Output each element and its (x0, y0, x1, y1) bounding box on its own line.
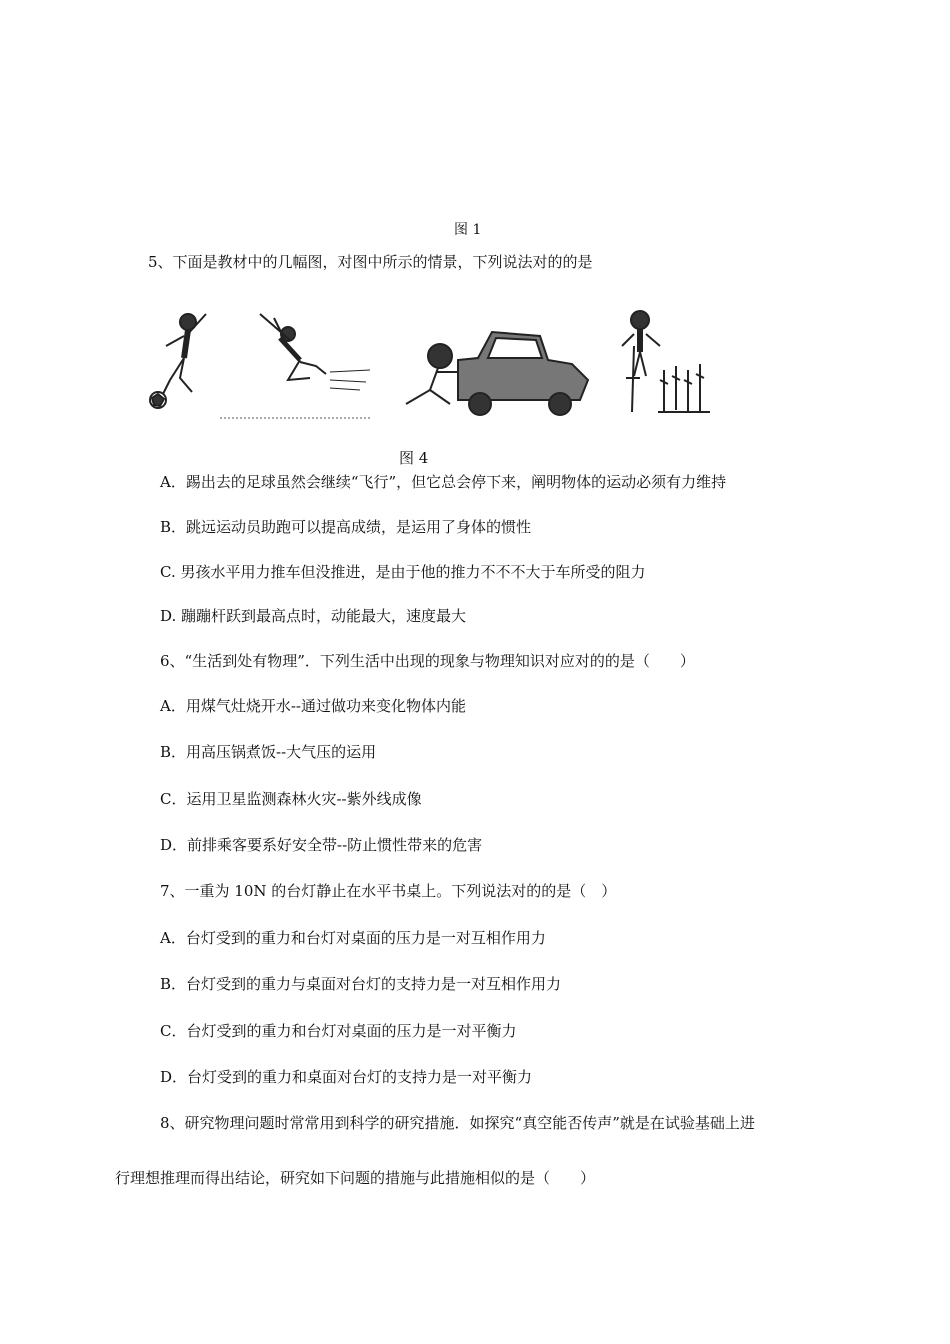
question-8-stem-line-1: 8、研究物理问题时常常用到科学的研究措施．如探究“真空能否传声”就是在试验基础上进 (160, 1114, 755, 1132)
figure-4-illustrations (140, 300, 740, 430)
pogo-stick-boy-drawing (622, 311, 710, 412)
question-7-option-d: D．台灯受到的重力和桌面对台灯的支持力是一对平衡力 (160, 1068, 533, 1086)
question-5-option-d: D. 蹦蹦杆跃到最高点时，动能最大，速度最大 (160, 607, 467, 625)
long-jumper-drawing (220, 314, 370, 418)
question-5-option-b: B．跳远运动员助跑可以提高成绩，是运用了身体的惯性 (160, 518, 532, 536)
question-7-option-a: A．台灯受到的重力和台灯对桌面的压力是一对互相作用力 (160, 929, 546, 947)
figure-4-caption: 图 4 (399, 449, 429, 467)
question-6-stem: 6、“生活到处有物理”．下列生活中出现的现象与物理知识对应对的的是（ ） (160, 652, 695, 670)
question-5-stem: 5、下面是教材中的几幅图，对图中所示的情景，下列说法对的的是 (148, 253, 593, 271)
soccer-player-drawing (150, 314, 206, 408)
question-6-option-a: A．用煤气灶烧开水--通过做功来变化物体内能 (160, 697, 466, 715)
question-5-option-a: A．踢出去的足球虽然会继续“飞行”，但它总会停下来，阐明物体的运动必须有力维持 (160, 473, 727, 491)
question-7-stem: 7、一重为 10N 的台灯静止在水平书桌上。下列说法对的的是（ ） (160, 882, 617, 900)
question-6-option-c: C．运用卫星监测森林火灾--紫外线成像 (160, 790, 422, 808)
question-6-option-b: B．用高压锅煮饭--大气压的运用 (160, 743, 377, 761)
figure-1-caption: 图 1 (454, 222, 482, 238)
question-8-stem-line-2: 行理想推理而得出结论，研究如下问题的措施与此措施相似的是（ ） (115, 1169, 596, 1187)
question-7-option-b: B．台灯受到的重力与桌面对台灯的支持力是一对互相作用力 (160, 975, 562, 993)
question-7-option-c: C．台灯受到的重力和台灯对桌面的压力是一对平衡力 (160, 1022, 517, 1040)
question-6-option-d: D．前排乘客要系好安全带--防止惯性带来的危害 (160, 836, 483, 854)
question-5-option-c: C. 男孩水平用力推车但没推进，是由于他的推力不不不大于车所受的阻力 (160, 563, 646, 581)
boy-pushing-car-drawing (406, 332, 588, 415)
